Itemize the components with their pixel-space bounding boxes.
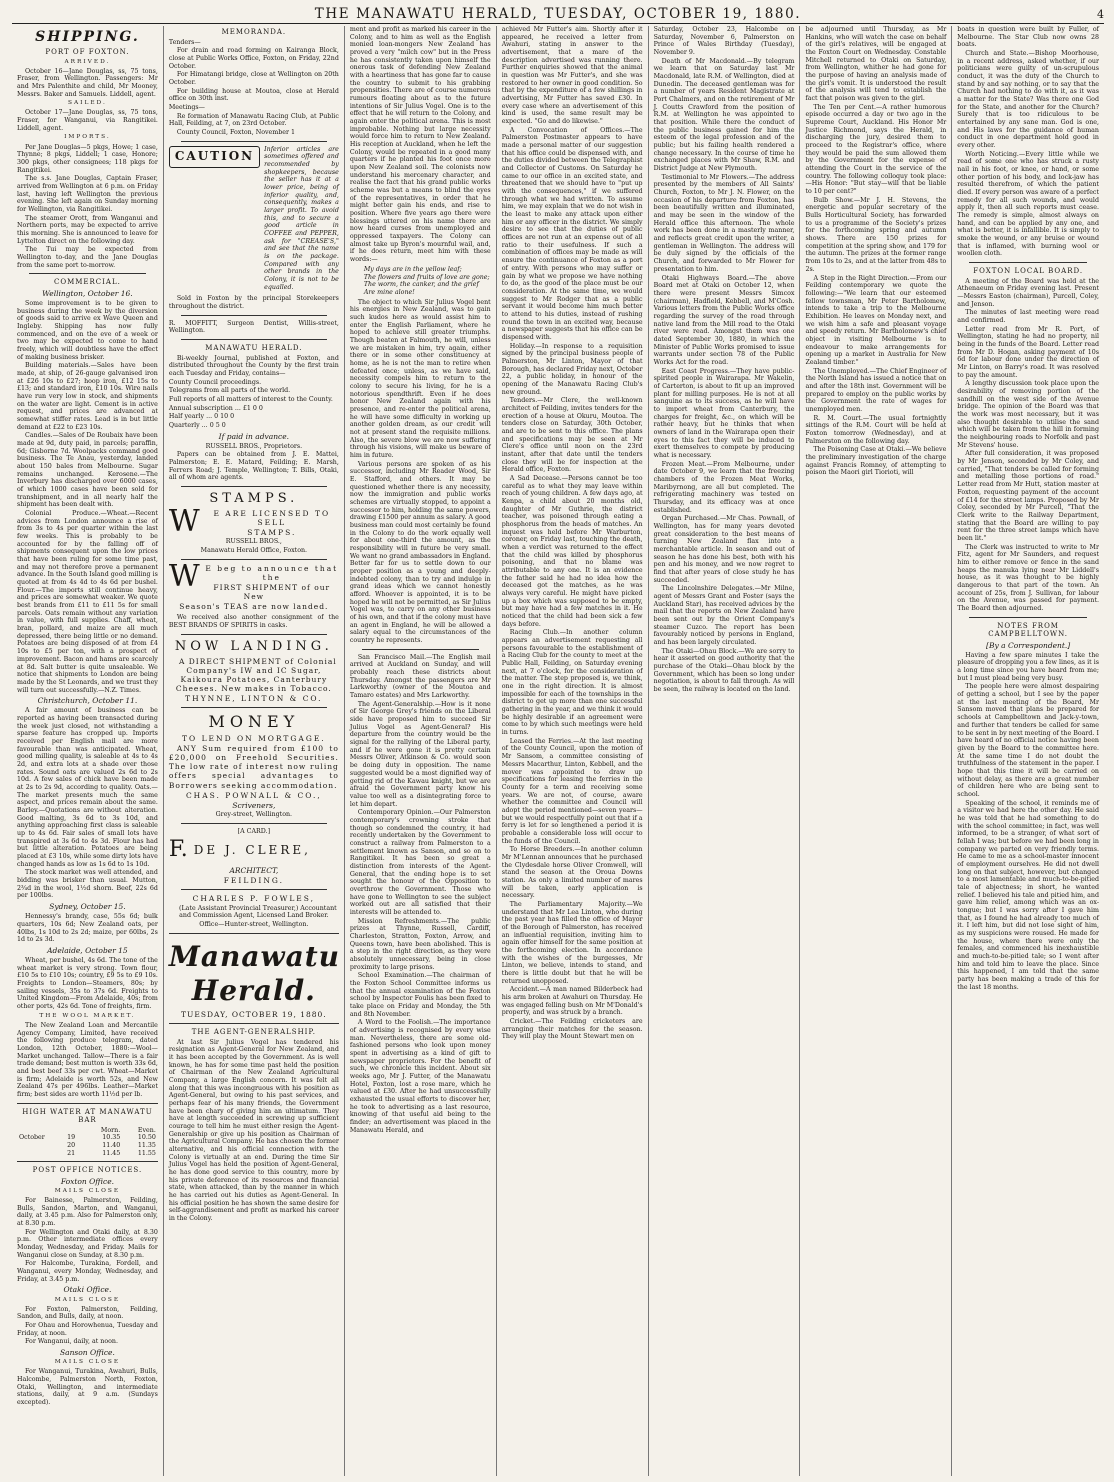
masthead <box>12 6 1104 24</box>
arrived-label: ARRIVED. <box>64 58 111 65</box>
sailed-text: October 17—Jane Douglas, ss, 75 tons, Fraser, for Wanganui, via Rangitikei. Liddell, agent. <box>17 109 158 132</box>
agency-text: At last Sir Julius Vogel has tendered his resignation as Agent-General for New Zealand, and it has been accepted by the Government. As is well known, he has for some time past held the position of Chairman of the New Zealand Agricultural Company, a large English concern. It was felt all along that this was incongruous with his position as Agent-General, but owing to his past services, and perhaps fear of his many friends, the Government have been chary of giving him an ultimatum. They have at length succeeded in screwing up sufficient courage to tell him he must either resign the Agent-Generalship or give up his position as Chairman of the Agricultural Company. He has chosen the former alternative, and his official connection with the Colony is virtually at an end. During the time Sir Julius Vogel has held the position of Agent-General, he has done good service to this country, more by his private deference of its resources and financial state, when attacked, than by the manner in which he has carried out his duties as Agent-General. In his official position he has shown the same desire for self-aggrandisement and profit as marked his career in the Colony. <box>168 1038 339 1223</box>
divider <box>181 889 327 890</box>
agency-para: The object to which Sir Julius Vogel bent his energies in New Zealand, was to gain such kudos here as would assist him to enter the English Parliament, where he hoped to achieve still greater triumphs. Though beaten at Falmouth, he will, unless we are mistaken in him, try again, either there or in some other constituency at home, as he is not the man to retire when defeated once; unless, as we have said, necessity compels him to return to the colony to secure his living, for he is a notorious spendthrift. Even if he does honor New Zealand again with his presence, and re-enter the political arena, he will have some difficulty in working up another golden dream, as our credit will not at present stand the requisite millions. Also, the severe blow we are now suffering through his visions, will make us beware of him in future. <box>349 298 491 459</box>
poem-line: The flowers and fruits of love are gone; <box>363 273 490 281</box>
money-heading: MONEY <box>208 712 300 732</box>
adelaide-text: Wheat, per bushel, 4s 6d. The tone of the wheat market is very strong. Town flour, £10 5s to £10 10s; country, £9 5s to £9 10s. Freights to London—Steamers, 80s; by sailing vessels, 35s to 37s 6d. Freights to United Kingdom—From Adelaide, 40s; from other ports, 42s 6d. Tone of freights, firm. <box>17 957 158 1011</box>
news-item: Worth Noticing.—Every little while we read of some one who has struck a rusty nail in his foot, or knee, or hand, or some other portion of his body, and lock-jaw has resulted therefrom, of which the patient died. If every person was aware of a perfect remedy for all such wounds, and would apply it, then all such reports must cease. The remedy is simple, almost always on hand, and can be applied by any one, and what is better, it is infallible. It is simply to smoke the wound, or any bruise or wound that is inflamed, with burning wool or woollen cloth. <box>957 150 1099 258</box>
dropcap-w: W <box>168 503 202 539</box>
landing-text: A DIRECT SHIPMENT of Colonial Company's IW and IC Sugar, Kaikoura Potatoes, Canterbury Cheeses. New makes in Tobacco. <box>175 656 337 694</box>
news-item: The Otaki—Ohau Block.—We are sorry to hear it asserted on good authority that the purchase of the Otaki—Ohau block by the Government, which has been so long under negotiation, is about to fall through. As will be seen, the railway is located on the land. <box>653 647 795 694</box>
news-item: Contemporary Opinion.—Our Palmerston contemporary's crowning stroke that though so condemned the country, it had recently undertaken by the Government to construct a railway from Palmerston to a settlement known as Sanson, and so on to Rangitikei. It has been so great a distinction from interests of the Agent-General, that the ending hope is to set sought the honour of the Opposition to overthrow the Government. Those who have gone to Wellington to see the subject worked out are all satisfied that their interests will be attended to. <box>349 809 491 916</box>
mails-close-label: MAILS CLOSE <box>54 1296 121 1303</box>
column-7 <box>952 26 1104 1476</box>
table-row: October 19 10.35 10.50 <box>19 1134 156 1142</box>
foxton-board-para: A lengthy discussion took place upon the desirability of removing portion of the sandhill on the west side of the Avenue bridge. The opinion of the Board was that the work was most necessary, but it was also thought desirable to utilise the sand which will be taken from the hill in forming the neighbouring roads to Norfolk and past Mr Stevens' house. <box>957 380 1099 449</box>
tide-header-even: Even. <box>137 1126 156 1134</box>
memo-heading: MEMORANDA. <box>221 28 287 36</box>
news-item: Otaki Highways Board.—The above Board met at Otaki on October 12, when there were present Messrs Simcox (chairman), Hadfield, Kebbell, and M'Cosh. Various letters from the Public Works office regarding the survey of the road through native land from the Mill road to the Otaki river were read. Amongst them was one dated September 30, 1880, in which the Minister of Public Works promised to issue warrants under section 78 of the Public Works Act for the road. <box>653 274 795 366</box>
news-item: School Examination.—The chairman of the Foxton School Committee informs us that the annual examination of the Foxton school by Inspector Foulis has been fixed to take place on Friday and Monday, the 5th and 8th November. <box>349 972 491 1018</box>
clere-card <box>169 837 339 864</box>
moffitt-ad: R. MOFFITT, Surgeon Dentist, Willis-street, Wellington. <box>168 319 339 335</box>
news-item: Tenders.—Mr Clere, the well-known architect of Feilding, invites tenders for the erection of a house at Okuru, Moutoa. The tenders close on Saturday, 30th October, and are to be sent to this office. The plans and specifications may be seen at Mr Clere's office until noon on the 23rd instant, after that date until the tenders close they will be for inspection at the Herald office, Foxton. <box>501 397 643 474</box>
foxton-board-para: The Clerk was instructed to write to Mr Fitz, agent for Mr Saunders, and request him to either remove or fence in the sand heaps the manuka lying near Mr Liddell's house, as it was thought to be highly dangerous to that part of the town. An account of 25s, from J. Sullivan, for labour on the Avenue, was passed for payment. The Board then adjourned. <box>957 543 1099 612</box>
post-text: For Wellington and Otaki daily, at 8.30 p.m. Other intermediate offices every Monday, Wednesday, and Friday. Mails for Wanganui close on Sunday, at 8.30 p.m. <box>17 1228 158 1259</box>
page-number: 4 <box>1097 8 1104 21</box>
caution-ad <box>169 146 339 293</box>
adelaide-dateline: Adelaide, October 15 <box>47 945 128 955</box>
memo-item: For building house at Moutoa, close at Herald office on 30th inst. <box>168 87 339 103</box>
tide-heading: HIGH WATER AT MANAWATU BAR <box>22 1107 153 1125</box>
arrived-text: October 16—Jane Douglas, ss, 75 tons, Fraser, from Wellington. Passengers: Mr and Mrs Palenthite and child, Mr Mooney, Messrs. Baker and Samuels. Liddell, agent. <box>17 67 158 98</box>
news-item: To Horse Breeders.—In another column Mr M'Lennan announces that he purchased the Clydesdale horse Oliver Cromwell, will stand the season at the Oroua Downs station. As only a limited number of mares will be taken, early application is necessary. <box>501 846 643 900</box>
divider <box>169 933 339 934</box>
stamps-line: RUSSELL BROS., <box>225 538 282 546</box>
sydney-dateline: Sydney, October 15. <box>49 902 126 912</box>
landing-heading: NOW LANDING. <box>174 638 333 654</box>
divider <box>181 823 327 824</box>
campbelltown-para: Having a few spare minutes I take the pleasure of dropping you a few lines, as it is a long time since you have heard from me; but I must plead being very busy. <box>957 651 1099 682</box>
shipping-para-3: The Tui may be expected from Wellington to-day, and the Jane Douglas from the same port to-morrow. <box>17 246 158 269</box>
news-item: Leased the Ferries.—At the last meeting of the County Council, upon the motion of Mr Sansom, a committee consisting of Messrs Macarthur, Linton, Kebbell, and the mover was appointed to draw up specifications for leasing the ferries in the County for a term and receiving some years. We are not, of course, aware whether the committee and Council will adopt the period mentioned—seven years—but we would respectfully point out that if a ferry is let for so lengthened a period it is probable a considerable loss will occur to the funds of the Council. <box>501 737 643 845</box>
memo-item: County Council, Foxton, November 1 <box>176 128 296 136</box>
divider <box>969 262 1087 263</box>
stamps-heading: STAMPS. <box>209 491 299 507</box>
news-item: achieved Mr Futter's aim. Shortly after it appeared, he received a letter from Awahuri, stating in answer to the advertisement, that a mare of the description advertised was running there. Further enquiries showed that the animal in question was Mr Futter's, and she was restored to her owner in good condition. So that by the expenditure of a few shillings in advertising, Mr Futter has saved £30. In every case where an advertisement of this kind is used, the same result may be expected. "Go and do likewise." <box>501 26 643 126</box>
divider <box>181 141 327 142</box>
news-item: A Word to the Foolish.—The importance of advertising is recognised by every wise man. Nevertheless, there are some old-fashioned persons who look upon money spent in advertising as a kind of gift to newspaper proprietors. For the benefit of such, we chronicle this incident. About six weeks ago, Mr J. Futter, of the Manawatu Hotel, Foxton, lost a rose mare, which he valued at £30. After he had unsuccessfully exhausted the usual efforts to discover her, he took to advertising as a last resource, knowing of that useful aid being to the finder; an advertisement was placed in the Manawatu Herald, and <box>349 1019 491 1134</box>
news-item: Death of Mr Macdonald.—By telegram we learn that on Saturday last Mr Macdonald, late R.M. of Wellington, died at Dunedin. The deceased gentleman was for a number of years Resident Magistrate at Port Chalmers, and on the retirement of Mr J. Coutts Crawford from the position of R.M. at Wellington he was appointed to that position. While there the conduct of the public business gained for him the esteem of the legal profession and of the public; but his failing health rendered a change necessary. In the course of time he exchanged places with Mr Shaw, R.M. and District Judge at New Plymouth. <box>653 57 795 173</box>
column-1 <box>12 26 164 1476</box>
news-item: boats in question were built by Fuller, of Melbourne. The Star Club now owns 28 boats. <box>957 26 1099 49</box>
commercial-para: Candles.—Sales of De Roubaix have been made at 9d, duty paid, in parcels; paraffin, 6d; Gisborne 7d. Woolpacks command good business. The Te Anau, yesterday, landed about 150 bales from Melbourne. Sugar remains unchanged. Kerosene.—The Inverbury has discharged over 6000 cases, of which 1000 cases have been sold for transhipment, and in all nearly half the shipment has been dealt with. <box>17 432 158 509</box>
money-firm: CHAS. POWNALL & CO., <box>185 790 322 800</box>
news-item: Bulb Show.—Mr J. H. Stevens, the energetic and popular secretary of the Bulls Horticultural Society, has forwarded to us a programme of the Society's prizes for the forthcoming spring and autumn shows. There are 150 prizes for competition at the spring show, and 179 for the autumn. The prizes at the former range from 10s to 2s, and at the latter from 48s to 2s. <box>805 196 947 273</box>
news-item: The Parliamentary Majority.—We understand that Mr Lea Linton, who during the past year has filled the office of Mayor of the Borough of Palmerston, has received an influential requisition, inviting him to again offer himself for the same position at the forthcoming election. In accordance with the wishes of the burgesses, Mr Linton, we believe, intends to stand, and there is little doubt but that he will be returned unopposed. <box>501 900 643 985</box>
news-item: Church and State.—Bishop Moorhouse, in a recent address, asked whether, if our politicians were guilty of un-scrupulous conduct, it was the duty of the Church to stand by and say nothing, or to say that the Church had nothing to do with it, as it was a matter for the State? Was there one God for the State, and another for the Church? Surely that is too ridiculous to be entertained by any sane man. God is one, and His laws for the guidance of human conduct in one department hold good in every other. <box>957 50 1099 150</box>
news-item: East Coast Progress.—They have public-spirited people in Wairarapa. Mr Wakelin, of Carterton, is about to fit up an improved plant for milling purposes. He is not at all sanguine as to its success, as he will have to import wheat from Canterbury, the charges for freight, &c., on which will be rather heavy, but he thinks that when owners of land in the Wairarapa open their eyes to this fact they will be induced to exert themselves to compete by producing what is necessary. <box>653 367 795 459</box>
herald-ad-advance: If paid in advance. <box>218 431 290 441</box>
news-item: Accident.—A man named Bilderbeck had his arm broken at Awahuri on Thursday. He was engaged felling bush on Mr M'Donald's property, and was struck by a branch. <box>501 986 643 1017</box>
news-item: Saturday, October 23, Halcombe on Saturday, November 6, Palmerston on Prince of Wales Birthday (Tuesday), November 9. <box>653 26 795 57</box>
herald-ad-item: County Council proceedings. <box>168 378 262 386</box>
campbelltown-para: Speaking of the school, it reminds me of a visitor we had here the other day. He said he was told that he had something to do with the school committee; in fact, was well informed, to be a stranger, of what sort of fellah I was; but before we had been long in company we parted on very friendly terms. He came to me as a school-master innocent of employment ourselves. He did not dwell long on that subject, however, but changed to a most lamentable and much-to-be-pitied tale of abjectness; in short, he wanted relief. I believed his tale and pitied him, and gave him relief, among which was an ox-tongue; but I was sorry after I gave him that, as I found he had already too much of it. I left him, but did not lose sight of him, as my suspicions were roused. He made for the house, where there were only the females, and commenced his inexhaustible and much-to-be-pitied tale; so I went after him and told him to leave the place. Since this happened, I am told that the same party has been making a trade of this for the last 18 months. <box>957 799 1099 991</box>
herald-ad-rate: Quarterly ... 0 5 0 <box>168 421 226 429</box>
foxton-board-para: After full consideration, it was proposed by Mr Jenson, seconded by Mr Coley, and carried, "That tenders be called for forming and metalling those portions of road." Letter read from Mr Hutt, station master at Foxton, requesting payment of the account of £14 for the street lamps. Proposed by Mr Coley, seconded by Mr Purcell, "That the Clerk write to the Railway Department, stating that the Board are willing to pay rent for the three street lamps which have been lit." <box>957 450 1099 542</box>
sailed-label: SAILED. <box>68 100 107 107</box>
sydney-text: Hennessy's brandy, case, 55s 6d; bulk quarters, 10s 6d; New Zealand oats, per 40lbs, 1s 10d to 2s 2d; maize, per 60lbs, 2s 1d to 2s 3d. <box>17 913 158 944</box>
news-item: A Sad Decease.—Persons cannot be too careful as to what they may leave within reach of young children. A few days ago, at Kenpa, a child about 20 months old, daughter of Mr Guthrie, the district teacher, was poisoned through eating a phosphorus from the heads of matches. An inquest was held before Mr Warburton, coroner, on Friday last, touching the death, when a verdict was returned to the effect that the child was killed by phosphorus poisoning, and that no blame was attributable to any one. It is an evidence the father said he had no idea how the deceased got the matches, as he was always very careful. He might have picked up a box which was supposed to be empty, but may have had a few matches in it. He noticed that the child had been sick a few days before. <box>501 474 643 628</box>
agency-heading: THE AGENT-GENERALSHIP. <box>191 1028 316 1037</box>
news-item: The Agent-Generalship.—How is it none of Sir George Grey's friends on the Liberal side have proposed him to succeed Sir Julius Vogel as Agent-General? His departure from the country would be the signal for the rallying of the Liberal party, and if he were gone it is pretty certain Messrs Oliver, Atkinson & Co. would soon be doing duty in opposition. The name suggested would be a most dignified way of getting rid of the Kawau knight, but we are afraid the Government party know his value too well as a disintegrating force to let him depart. <box>349 700 491 808</box>
column-3 <box>345 26 497 1476</box>
news-item: Organ Purchased.—Mr Chas. Pownall, of Wellington, has for many years devoted great consideration to the best means of turning New Zealand flax into a merchantable article. In season and out of season he has done his best, both with his pen and his money, and we now regret to find that after years of close study he has succeeded. <box>653 515 795 584</box>
table-row: 21 11.45 11.55 <box>67 1149 156 1157</box>
news-item: A Step in the Right Direction.—From our Feilding contemporary we quote the following:—"We learn that our esteemed fellow townsman, Mr Peter Bartholomew, intends to take a trip to the Melbourne Exhibition. He leaves on Monday next, and we wish him a safe and pleasant voyage and speedy return. Mr Bartholomew's chief object in visiting Melbourne is to endeavour to make arrangements for opening up a market in Australia for New Zealand timber." <box>805 274 947 366</box>
card-label: [A CARD.] <box>237 827 271 835</box>
caution-sold: Sold in Foxton by the principal Storekeepers throughout the district. <box>168 295 339 311</box>
divider <box>181 315 327 316</box>
commercial-para: The stock market was well attended, and bidding was brisker than usual. Mutton, 2¾d in the wool, 1½d shorn. Beef, 22s 6d per 100lbs. <box>17 869 158 900</box>
news-item: Frozen Meat.—From Melbourne, under date October 9, we learn that the freezing chambers of the Frozen Meat Works, Maribyrnong, are all but completed. The refrigerating machinery was tested on Thursday, and its efficacy was at once established. <box>653 460 795 514</box>
news-item: Cricket.—The Feilding cricketers are arranging their matches for the season. They will play the Mount Stewart men on <box>501 1018 643 1041</box>
wool-heading: THE WOOL MARKET. <box>39 1012 136 1019</box>
money-sub: TO LEND ON MORTGAGE. <box>182 733 326 743</box>
herald-ad-rate: Annual subscription ... £1 0 0 <box>168 404 263 412</box>
newspaper-flag: Manawatu Herald. <box>168 939 341 1007</box>
port-heading: PORT OF FOXTON. <box>45 48 130 57</box>
news-item: The Poisoning Case at Otaki.—We believe the preliminary investigation of the charge against Francis Romney, of attempting to poison the Maori girl Tiorioti, will <box>805 446 947 477</box>
column-6 <box>800 26 952 1476</box>
flag-date: TUESDAY, OCTOBER 19, 1880. <box>181 1009 327 1019</box>
teas-line: FIRST SHIPMENT of our New <box>213 583 331 602</box>
post-sub: Foxton Office. <box>60 1176 115 1186</box>
poem-line: Are mine alone! <box>363 288 415 296</box>
post-heading: POST OFFICE NOTICES. <box>32 1166 143 1175</box>
divider <box>181 486 327 487</box>
memo-item: For drain and road forming on Kairanga Block, close at Public Works Office, Foxton, on Friday, 22nd October. <box>168 47 339 70</box>
memo-item: For Himatangi bridge, close at Wellington on 20th October. <box>168 71 339 86</box>
foxton-board-heading: FOXTON LOCAL BOARD. <box>973 267 1084 276</box>
table-row: 20 11.40 11.35 <box>67 1141 156 1149</box>
news-item: The Unemployed.—The Chief Engineer of the North Island has issued a notice that on and after the 18th inst. Government will be prepared to employ on the public works by the Government the rate of wages for unemployed men. <box>805 367 947 413</box>
campbelltown-sub: [By a Correspondent.] <box>986 640 1071 650</box>
divider <box>29 273 146 274</box>
herald-ad-item: Telegrams from all parts of the world. <box>168 387 291 395</box>
poem <box>364 266 491 297</box>
mails-close-label: MAILS CLOSE <box>54 1188 121 1194</box>
news-item: The Ten per Cent.—A rather humorous episode occurred a day or two ago in the Supreme Court, Auckland. His Honor Mr Justice Richmond, says the Herald, in discharging the jury, desired them to proceed to the Registrar's office, where they would be paid the sum allowed them by the Government for the expense of attending the Court in the service of the country. The following colloquy took place:—His Honor: "But stay—will that be liable to 10 per cent?" <box>805 103 947 196</box>
shipping-heading: SHIPPING. <box>35 29 140 45</box>
herald-ad-heading: MANAWATU HERALD. <box>205 344 303 353</box>
table-row <box>17 1127 158 1135</box>
post-text: For Halcombe, Turakina, Fordell, and Wanganui, every Monday, Wednesday, and Friday, at 3.45 p.m. <box>17 1260 158 1283</box>
divider <box>969 617 1087 618</box>
teas-line: W E beg to announce that the <box>168 558 339 594</box>
otaki-text: For Ohau and Horowhenua, Tuesday and Friday, at noon. <box>17 1322 158 1337</box>
otaki-sub: Otaki Office. <box>63 1285 112 1295</box>
fowles-text: (Late Assistant Provincial Treasurer,) Accountant and Commission Agent, Licensed Land Broker. <box>179 904 337 920</box>
money-street: Grey-street, Wellington. <box>215 811 293 818</box>
news-item: be adjourned until Thursday, as Mr Hankins, who will watch the case on behalf of the girl's relatives, will be engaged at the Foxton Court on Wednesday. Constable Mitchell returned to Otaki on Saturday, from Wellington, whither he had gone for the purpose of having an analysis made of the girl's vomit. It is understood the result of the analysis will tend to establish the fact that poison was given to the girl. <box>805 26 947 103</box>
divider <box>181 559 327 560</box>
news-item: R. M. Court.—The usual fortnightly sittings of the R.M. Court will be held at Foxton tomorrow (Wednesday), and at Palmerston on the following day. <box>805 414 947 445</box>
dropcap-w: W <box>168 558 202 594</box>
caution-text: Inferior articles are sometimes offered and recommended by shopkeepers, because the seller has it at a lower price, being of inferior quality, and, consequently, makes a larger profit. To avoid this, and to secure a good article in COFFEE and PEPPER, ask for "CREASE'S," and see that the name is on the package. Compared with any other brands in the Colony, it is not to be equalled. <box>264 145 339 291</box>
fowles-office: Office—Hunter-street, Wellington. <box>199 920 309 928</box>
otaki-text: For Wanganui, daily, at noon. <box>25 1338 118 1346</box>
column-2 <box>164 26 345 1476</box>
fowles-name: CHARLES P. FOWLES, <box>192 894 316 904</box>
campbelltown-para: The people here were almost despairing of getting a school, but I see by the paper at the last meeting of the Board, Mr Sansom moved that plans be prepared for schools at Campbelltown and Jack-y-town, and further that tenders be called for same to be sent in by next meeting of the Board. I have heard of no official notice having been given by the Board to the committee here. At the same time I do not doubt the truthfulness of the statement in the paper. I hope that this time it will be carried on without delay, as there are a great number of children here who are being sent to school. <box>957 683 1099 798</box>
news-item: Testimonial to Mr Flowers.—The address presented by the members of All Saints' Church, Foxton, to Mr J. N. Flower, on the occasion of his departure from Foxton, has been beautifully written and illuminated, and may be seen in the window of the Herald office this afternoon. The whole work has been done in a masterly manner, and reflects great credit upon the writer, a gentleman in Wellington. The address will be duly signed by the officials of the Church, and forwarded to Mr Flower for presentation to him. <box>653 173 795 273</box>
news-item: The Lincolnshire Delegates.—Mr Milne, agent of Messrs Grant and Foster (says the Auckland Star), has received advices by the mail that the reports on New Zealand have been sent out by the Orient Company's steamer Cuzco. The report has been favourably noticed by persons in England, and has been largely circulated. <box>653 585 795 647</box>
poem-line: My days are in the yellow leaf; <box>363 265 462 273</box>
news-item: Holiday.—In response to a requisition signed by the principal business people of Palmerston, Mr Linton, Mayor of that Borough, has declared Friday next, October 22, a public holiday, in honour of the opening of the Manawatu Racing Club's new ground. <box>501 342 643 396</box>
herald-ad-rate: Half yearly ... 0 10 0 <box>168 413 235 421</box>
masthead-title: THE MANAWATU HERALD, TUESDAY, OCTOBER 19, 1880. <box>314 6 802 22</box>
imports-text: Per Jane Douglas—5 pkgs, Howe; 1 case, Thynne; 8 pkgs, Liddell; 1 case, Honore; 300 pkgs, other consignees; 118 pkgs for Rangitikei. <box>17 143 158 174</box>
commercial-para: Some improvement is to be given to business during the week by the diversion of goods said to arrive ex Wave Queen and Ingleby. Shipping has now fully commenced, and on the eve of a week or two may be expected to come to hand freely, which will doubtless have the effect of making business brisker. <box>17 299 158 361</box>
commercial-para: A fair amount of business can be reported as having been transacted during the week just closed, not withstanding a sparse feature has cropped up. Imports received per English mail are more favourable than was anticipated. Wheat, good milling quality, is saleable at 4s to 4s 2d, and extra lots at a shade over those rates. Sound oats are valued 2s 6d to 2s 10d. A few sales of chick have been made at 2s to 2s 9d, according to quality. Oats.—The market presents much the same aspect, and prices remain about the same. Barley.—Quotations are without alteration. Good malting, 3s 6d to 3s 10d, and anything approaching first class is saleable up to 4s 6d. Fair sales of small lots have transpired at 3s 6d to 4s 3d. Flour has had but little alteration. Potatoes are being placed at £3 10s, while some dirty lots have changed hands as low as 1s 6d to 1s 10d. <box>17 707 158 868</box>
herald-ad-text: Bi-weekly Journal, published at Foxton, and distributed throughout the County by the first train each Tuesday and Friday, contains— <box>168 354 339 377</box>
campbelltown-heading: NOTES FROM CAMPBELLTOWN. <box>988 621 1069 639</box>
wool-text: The New Zealand Loan and Mercantile Agency Company, Limited, have received the following produce telegram, dated London, 12th October, 1880:—Wool—Market unchanged. Tallow—There is a fair trade demand; best mutton is worth 33s 6d, and best beef 33s per cwt. Wheat—Market is firm; Adelaide is worth 52s, and New Zealand 47s per 496lbs. Leather—Market firm; best sides are worth 11½d per lb. <box>17 1021 158 1098</box>
herald-ad-proprietors: RUSSELL BROS., Proprietors. <box>205 442 303 450</box>
herald-ad-item: Full reports of all matters of interest to the County. <box>168 395 333 403</box>
card-role: ARCHITECT, <box>229 866 279 876</box>
tide-table <box>17 1127 158 1158</box>
commercial-heading: COMMERCIAL. <box>53 278 121 287</box>
otaki-text: For Foxton, Palmerston, Feilding, Sandon, and Bulls, daily, at noon. <box>17 1305 158 1321</box>
foxton-board-para: A meeting of the Board was held at the Athenaeum on Friday evening last. Present—Messrs Easton (chairman), Purcell, Coley, and Jenson. <box>957 277 1099 308</box>
commercial-para: Colonial Produce.—Wheat.—Recent advices from London announce a rise of from 3s to 4s per quarter within the last few weeks. This is probably to be accounted for by the falling off of shipments consequent upon the low prices that have been ruling for some time past, and may not therefore prove a permanent advance. In the South Island good milling is quoted at from 4s 4d to 4s 6d per bushel. Flour.—The imports still continue heavy, and prices are somewhat weaker. We quote best brands from £11 to £11 5s for small parcels. Oats remain without any variation in value, with full supplies. Chaff, wheat, bran, pollard, and maize are all much depressed, there being little or no demand. Potatoes are being disposed of at from £4 10s to £5 per ton, with a prospect of improvement. Bacon and hams are scarcely at 8d. Salt butter is quite unsaleable. We notice that shipments to London are being made by the St Leonards, and we trust they will turn out successfully.—N.Z. Times. <box>17 510 158 694</box>
divider <box>362 649 479 650</box>
foxton-board-para: The minutes of last meeting were read and confirmed. <box>957 309 1099 325</box>
divider <box>181 634 327 635</box>
news-item: Mission Refreshments.—The public prizes at Thynne, Russell, Cardiff, Charleston, Stratton, Foxton, Arrow, and Queens town, have been abolished. This is a step in the right direction, as they were absolutely unnecessary, being in close proximity to large prisons. <box>349 917 491 971</box>
sanson-sub: Sanson Office. <box>59 1348 115 1358</box>
memo-tenders-label: Tenders— <box>168 38 201 46</box>
poem-line: The worm, the canker, and the grief <box>363 281 479 289</box>
shipping-para-2: The steamer Orott, from Wanganui and Northern ports, may be expected to arrive this morning. She is announced to leave for Lyttelton direct on the following day. <box>17 214 158 245</box>
tide-header-morn: Morn. <box>100 1126 121 1134</box>
news-item: A Convocation of Offices.—The Palmerston Postmaster appears to have made a personal matter of our suggestion that his office could be dispensed with, and the duties divided between the Telegraphist and Collector of Customs. On Saturday he came to our office in an excited state, and threatened that we should have to "put up with the consequences," if we suffered through what we had written. To assume him, we may explain that we do not wish in the least to make any attack upon either him or any officer in the district. We simply desire to see that the duties of public offices are not run at an expense out of all ratio to their usefulness. If such a combination of offices may be made as will ensure the continuance of Foxton as a port of entry. With persons who may suffer or gain by what we propose we have nothing to do, as the good of the place must be our consideration. At the same time, we would suggest to Mr Rodger that as a public servant it would become him much better to attend to his duties, instead of rushing round the town in an excited way, because a newspaper suggests that his office can be dispensed with. <box>501 126 643 341</box>
shipping-para-1: The s.s. Jane Douglas, Captain Fraser, arrived from Wellington at 6 p.m. on Friday last, having left Wellington the previous evening. She left again on Sunday morning for Wellington, via Rangitikei. <box>17 175 158 213</box>
news-item: San Francisco Mail.—The English mail arrived at Auckland on Sunday, and will probably reach these districts about Thursday. Amongst the passengers are Mr Larkworthy (owner of the Moutoa and Tamaro estates) and Mrs Larkworthy. <box>349 653 491 700</box>
news-item: Racing Club.—In another column appears an advertisement requesting all persons favourable to the establishment of a Racing Club for the county to meet at the Public Hall, Feilding, on Saturday evening next, at 7 o'clock, for the consideration of the matter. The step proposed is, we think, one in the right direction. It is almost impossible for each of the townships in the district to get up more than one successful gathering in the year, and we think it would be highly desirable if an agreement were come to by which such meetings were held in turns. <box>501 629 643 737</box>
herald-ad-agents: Papers can be obtained from J. E. Mattei, Palmerston; E. E. Matard, Feilding; E. Marsh, Ferrers Road; J. Temple, Wellington; T. Bills, Otaki, all of whom are agents. <box>168 451 339 482</box>
card-initial: F. <box>168 837 188 863</box>
divider <box>181 339 327 340</box>
memo-item: Re formation of Manawatu Racing Club, at Public Hall, Feilding, at 7, on 23rd October. <box>168 112 339 128</box>
column-4 <box>497 26 649 1476</box>
post-text: For Bainesse, Palmerston, Feilding, Bulls, Sandon, Marton, and Wanganui, daily, at 3.45 p.m. Also for Palmerston only, at 8.30 p.m. <box>17 1197 158 1228</box>
money-text: ANY Sum required from £100 to £20,000 on Freehold Securities. The low rate of interest now ruling offers special advantages to Borrowers seeking accommodation. <box>168 744 339 790</box>
agency-para: Various persons are spoken of as his successor, including Mr Reader Wood, Sir E. Stafford, and others. It may be questioned whether there is any necessity, now the immigration and public works schemes are virtually stopped, to appoint a successor to him, holding the same powers, drawing £1500 per annum as salary. A good business man could most certainly be found in the Colony to do the work equally well for about one-third the amount, as the responsibility will in future be very small. We want no grand ambassadors in England. Better far for us to settle down to our proper position as a young and deeply-indebted colony, than to try and indulge in grand ideas which we cannot honestly afford. Whoever is appointed, it is to be hoped he will not be permitted, as Sir Julius Vogel was, to carry on any other business of his own, and that if the colony must have an agent in England, he will be allowed a salary equal to the circumstances of the country he represents. <box>349 460 491 645</box>
sanson-text: For Wanganui, Turakina, Awahuri, Bulls, Halcombe, Palmerston North, Foxton, Otaki, Wellington, and intermediate stations, daily, at 9 a.m. (Sundays excepted). <box>17 1368 158 1406</box>
divider <box>181 707 327 708</box>
landing-firm: THYNNE, LINTON & CO. <box>185 694 323 704</box>
card-name: DE J. CLERE, <box>193 843 311 858</box>
commercial-para: Building materials.—Sales have been made, at ship, of 26-gauge galvanised iron at £26 10s to £27; hoop iron, £12 15s to £13; and standard iron, £10 10s. Wire nails have run very low in stock, and shipments on the water are light. Cement is in active request, and prices are advanced at somewhat stiffer rates. Lead is in but little demand at £22 to £23 10s. <box>17 362 158 431</box>
columns <box>12 26 1104 1476</box>
christchurch-dateline: Christchurch, October 11. <box>37 696 138 706</box>
imports-label: IMPORTS. <box>64 134 111 141</box>
teas-line: Season's TEAS are now landed. <box>179 602 329 612</box>
card-town: FEILDING. <box>223 876 284 886</box>
teas-text: We received also another consignment of the BEST BRANDS OF SPIRITS in casks. <box>168 614 339 630</box>
memo-meetings-label: Meetings— <box>168 103 205 111</box>
commercial-dateline: Wellington, October 16. <box>42 288 133 298</box>
divider <box>169 1023 339 1024</box>
mails-close-label: MAILS CLOSE <box>54 1359 121 1366</box>
stamps-line: W E ARE LICENSED TO SELL <box>168 503 331 539</box>
stamps-line: Manawatu Herald Office, Foxton. <box>200 547 308 555</box>
foxton-board-para: Letter read from Mr R. Port, of Wellington, stating he had no property, nil being in the funds of the Board. Letter read from Mr D. Hogan, asking payment of 10s 6d for labour done under the direction of Mr Linton, on Barry's road. It was resolved to pay the amount. <box>957 325 1099 379</box>
divider <box>17 1161 158 1162</box>
money-role: Scriveners, <box>232 800 276 810</box>
caution-logo: CAUTION <box>169 146 260 168</box>
column-5 <box>649 26 801 1476</box>
agency-continued: ment and profit as marked his career in the Colony, and to him as well as the English monied loan-mongers New Zealand has proved a very "milch cow" but in the Press he has consistently taken upon himself the onerous task of defending New Zealand with a heartiness that has gone far to cause the country to submit to his grabbing propensities. There are of course numerous rumours floating about as to the future intentions of Sir Julius Vogel. One is to the effect that he will return to the Colony, and again enter the political arena. This is most improbable. Nothing but large necessity would force him to return to New Zealand. His reception at Auckland, when he left the Colony, would be repeated in a good many quarters if he planted his foot once more upon New Zealand soil. The colonists now understand his mercenary character, and realise the fact that his grand public works scheme was but a means to blind the eyes of the representatives, in order that he might better gain his ends, and rise to position. Where five years ago there were blessings uttered on his name there are now heard curses from unemployed and oppressed taxpayers. The Colony can almost take up Byron's mournful wail, and, if he does return, meet him with these words:— <box>349 26 491 264</box>
divider <box>17 1103 158 1104</box>
stamps-line: STAMPS. <box>247 528 297 538</box>
